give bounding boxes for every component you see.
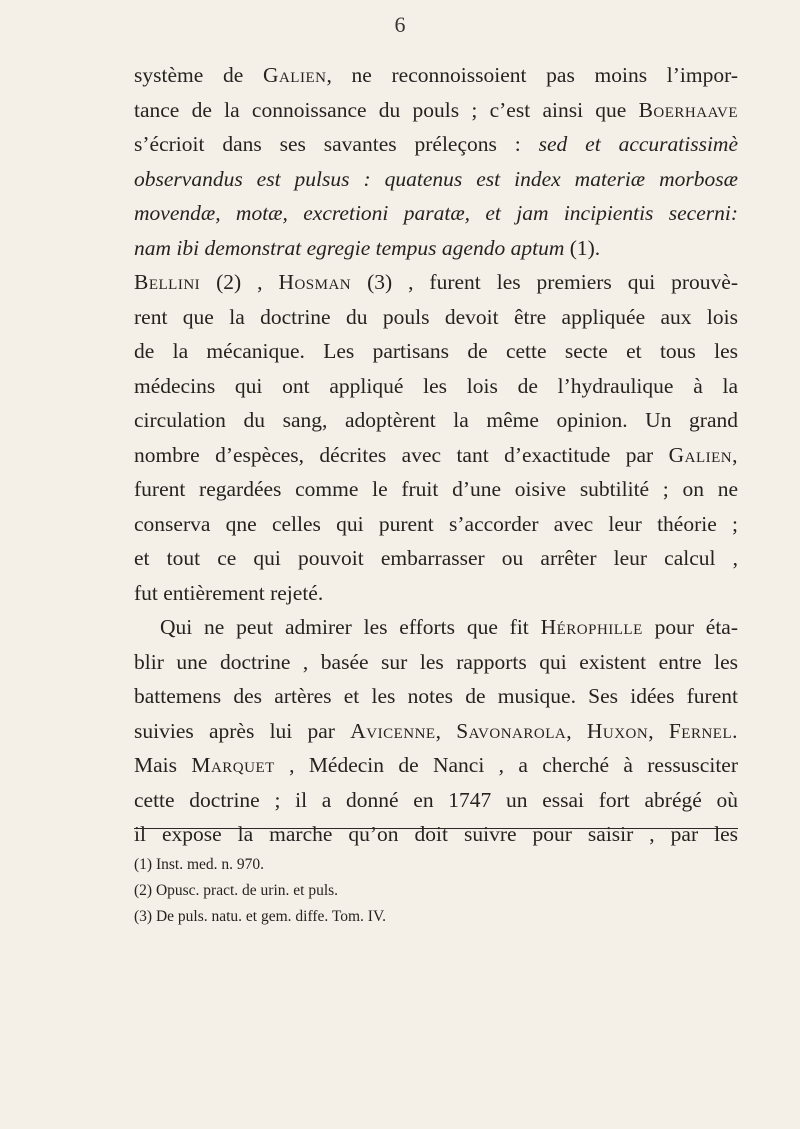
- author-name: Bellini: [134, 270, 201, 294]
- text-run: rent que la doctrine du pouls devoit être appliquée aux lois: [134, 304, 738, 329]
- text-run: et tout ce qui pouvoit embarrasser ou arrêter leur calcul ,: [134, 546, 738, 570]
- text-run: battemens des artères et les notes de musique. Ses idées furent: [134, 684, 738, 708]
- text-line: [134, 817, 738, 852]
- text-run: , ne reconnoissoient pas moins l’impor-: [326, 63, 738, 87]
- latin-quote-line: [134, 162, 738, 197]
- text-line: [134, 714, 738, 749]
- text-line: [134, 472, 738, 507]
- text-line: [134, 403, 738, 438]
- text-run: circulation du sang, adoptèrent la même opinion. Un grand: [134, 408, 738, 432]
- text-run: blir une doctrine , basée sur les rapports qui existent entre les: [134, 649, 738, 674]
- text-run: , Médecin de Nanci , a cherché à ressusciter: [274, 753, 738, 777]
- text-run: cette doctrine ; il a donné en 1747 un essai fort abrégé où: [134, 787, 738, 812]
- author-name: Huxon: [586, 718, 649, 743]
- text-run: suivies après lui par: [134, 718, 351, 743]
- text-run: tance de la connoissance du pouls ; c’est ainsi que: [134, 97, 639, 122]
- text-line: [134, 369, 738, 404]
- author-name: Savonarola: [456, 718, 567, 743]
- text-run: furent regardées comme le fruit d’une oisive subtilité ; on ne: [134, 477, 738, 501]
- text-run: médecins qui ont appliqué les lois de l’hydraulique à la: [134, 373, 738, 398]
- footnotes: [134, 852, 734, 930]
- text-run: conserva qne celles qui purent s’accorder avec leur théorie ;: [134, 511, 738, 536]
- author-name: Galien: [262, 63, 327, 87]
- text-run: ,: [648, 718, 669, 743]
- text-run: de la mécanique. Les partisans de cette secte et tous les: [134, 339, 738, 363]
- text-run: système de: [134, 63, 263, 87]
- latin-quote: observandus est pulsus : quatenus est index materiæ morbosæ: [134, 166, 738, 191]
- text-line: [134, 231, 738, 266]
- footnote-ref: (2) ,: [200, 270, 279, 294]
- author-name: Galien,: [668, 442, 738, 467]
- author-name: Boerhaave: [638, 97, 738, 122]
- text-line: [134, 507, 738, 542]
- author-name: Hérophille: [540, 615, 643, 639]
- text-line: [134, 748, 738, 783]
- body-text: [134, 58, 738, 852]
- footnote-ref: (1).: [564, 235, 601, 260]
- text-line: [134, 265, 738, 300]
- text-line: [134, 438, 738, 473]
- author-name: Fernel.: [668, 718, 739, 743]
- text-line: [134, 300, 738, 335]
- text-line: [134, 127, 738, 162]
- footnote-divider: [134, 828, 738, 829]
- text-run: il expose la marche qu’on doit suivre pour saisir , par les: [134, 822, 738, 846]
- text-line: [134, 679, 738, 714]
- footnote: (3) De puls. natu. et gem. diffe. Tom. IV.: [134, 908, 387, 925]
- latin-quote: movendæ, motæ, excretioni paratæ, et jam incipientis secerni:: [134, 201, 738, 225]
- text-line: [134, 334, 738, 369]
- footnote: (1) Inst. med. n. 970.: [134, 856, 265, 873]
- author-name: Marquet: [191, 753, 275, 777]
- text-run: (3) , furent les premiers qui prouvè-: [351, 270, 738, 294]
- text-run: ,: [566, 718, 587, 743]
- text-run: Qui ne peut admirer les efforts que fit: [160, 615, 541, 639]
- latin-quote-line: [134, 196, 738, 231]
- text-line: [134, 58, 738, 93]
- text-line: [134, 576, 738, 611]
- author-name: Avicenne: [350, 718, 436, 743]
- latin-quote: sed et accuratissimè: [538, 132, 738, 156]
- text-run: fut entièrement rejeté.: [134, 580, 324, 605]
- text-run: nombre d’espèces, décrites avec tant d’exactitude par: [134, 442, 669, 467]
- text-line: [134, 93, 738, 128]
- text-run: ,: [435, 718, 457, 743]
- text-line: [134, 645, 738, 680]
- text-run: pour éta-: [642, 615, 738, 639]
- text-line: [134, 541, 738, 576]
- text-run: Mais: [134, 753, 192, 777]
- text-line: [134, 783, 738, 818]
- author-name: Hosman: [278, 270, 352, 294]
- latin-quote: nam ibi demonstrat egregie tempus agendo aptum: [134, 235, 565, 260]
- text-line: [134, 610, 738, 645]
- page-number: 6: [394, 12, 406, 37]
- text-run: s’écrioit dans ses savantes préleçons :: [134, 132, 539, 156]
- footnote: (2) Opusc. pract. de urin. et puls.: [134, 882, 339, 899]
